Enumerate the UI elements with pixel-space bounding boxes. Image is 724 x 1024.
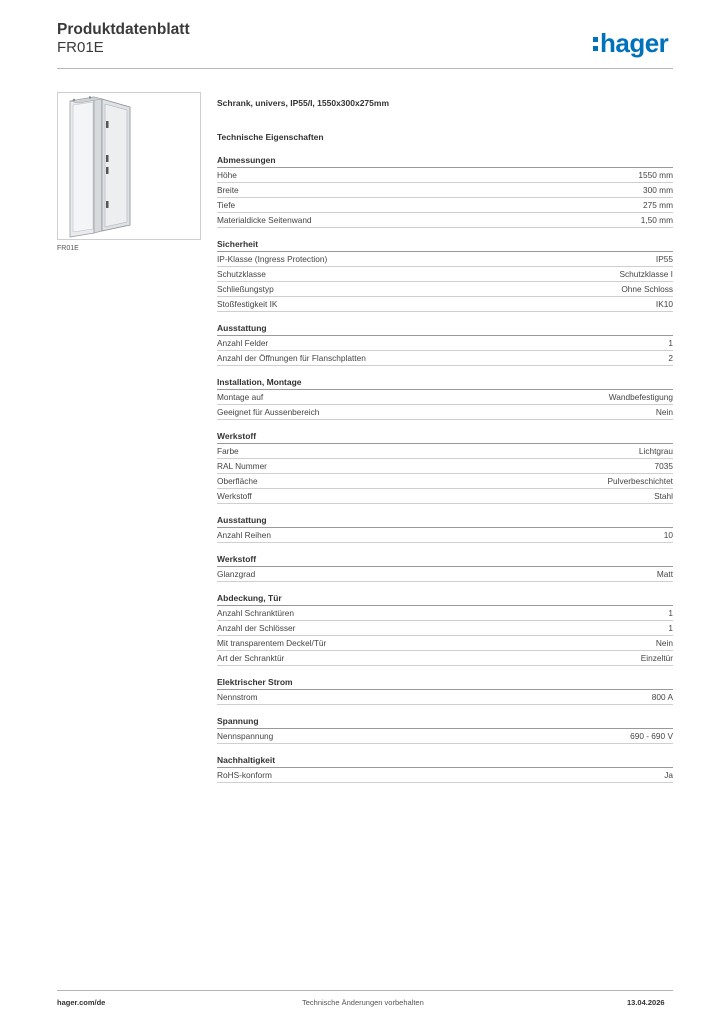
property-row <box>217 198 673 213</box>
property-value: Nein <box>655 638 673 648</box>
property-label: Anzahl Schranktüren <box>217 608 295 618</box>
property-section <box>217 154 673 228</box>
property-section <box>217 238 673 312</box>
property-row <box>217 390 673 405</box>
section-title: Abmessungen <box>217 154 673 168</box>
section-title: Werkstoff <box>217 553 673 567</box>
property-label: Werkstoff <box>217 491 252 501</box>
property-label: Tiefe <box>217 200 236 210</box>
property-row <box>217 351 673 366</box>
property-row <box>217 213 673 228</box>
property-row <box>217 606 673 621</box>
property-row <box>217 690 673 705</box>
property-label: Glanzgrad <box>217 569 256 579</box>
property-label: Art der Schranktür <box>217 653 285 663</box>
property-row <box>217 729 673 744</box>
technical-properties-heading: Technische Eigenschaften <box>217 132 324 142</box>
property-value: 1 <box>668 623 673 633</box>
product-image <box>57 92 201 240</box>
property-label: RoHS-konform <box>217 770 272 780</box>
footer-date: 13.04.2026 <box>627 998 665 1007</box>
property-row <box>217 168 673 183</box>
property-value: Matt <box>656 569 673 579</box>
property-row <box>217 768 673 783</box>
property-row <box>217 459 673 474</box>
property-value: 2 <box>668 353 673 363</box>
property-value: Wandbefestigung <box>608 392 673 402</box>
property-row <box>217 636 673 651</box>
property-label: Nennspannung <box>217 731 274 741</box>
property-value: 1 <box>668 338 673 348</box>
property-value: 800 A <box>651 692 673 702</box>
property-label: Höhe <box>217 170 237 180</box>
property-row <box>217 252 673 267</box>
section-title: Nachhaltigkeit <box>217 754 673 768</box>
datasheet-content <box>217 96 673 783</box>
property-row <box>217 183 673 198</box>
property-value: 10 <box>663 530 673 540</box>
property-row <box>217 651 673 666</box>
property-section <box>217 754 673 783</box>
property-label: Schutzklasse <box>217 269 266 279</box>
property-section <box>217 592 673 666</box>
product-code: FR01E <box>57 39 104 56</box>
property-row <box>217 267 673 282</box>
property-value: 300 mm <box>643 185 673 195</box>
logo-text: hager <box>600 28 669 58</box>
property-label: Oberfläche <box>217 476 258 486</box>
property-section <box>217 376 673 420</box>
property-label: IP-Klasse (Ingress Protection) <box>217 254 328 264</box>
property-row <box>217 405 673 420</box>
property-label: Farbe <box>217 446 239 456</box>
property-value: Einzeltür <box>640 653 673 663</box>
property-value: 690 - 690 V <box>630 731 673 741</box>
property-sections <box>217 154 673 783</box>
section-title: Sicherheit <box>217 238 673 252</box>
footer-notice: Technische Änderungen vorbehalten <box>302 998 424 1007</box>
property-section <box>217 676 673 705</box>
property-label: Breite <box>217 185 239 195</box>
property-label: Schließungstyp <box>217 284 274 294</box>
section-title: Werkstoff <box>217 430 673 444</box>
property-value: Ja <box>664 770 673 780</box>
property-label: Nennstrom <box>217 692 258 702</box>
property-row <box>217 474 673 489</box>
property-row <box>217 489 673 504</box>
section-title: Spannung <box>217 715 673 729</box>
image-caption: FR01E <box>57 245 79 252</box>
hager-logo <box>593 29 668 57</box>
property-value: Schutzklasse I <box>619 269 673 279</box>
property-label: Montage auf <box>217 392 264 402</box>
section-title: Ausstattung <box>217 322 673 336</box>
property-value: 1 <box>668 608 673 618</box>
property-section <box>217 430 673 504</box>
property-section <box>217 553 673 582</box>
property-section <box>217 322 673 366</box>
product-description: Schrank, univers, IP55/I, 1550x300x275mm <box>217 98 390 108</box>
property-label: Anzahl der Schlösser <box>217 623 296 633</box>
page-title: Produktdatenblatt <box>57 21 190 38</box>
property-label: Materialdicke Seitenwand <box>217 215 312 225</box>
property-label: Anzahl Felder <box>217 338 269 348</box>
section-title: Ausstattung <box>217 514 673 528</box>
header-divider <box>57 68 673 69</box>
property-label: Anzahl Reihen <box>217 530 271 540</box>
property-value: 1550 mm <box>638 170 673 180</box>
property-row <box>217 567 673 582</box>
property-value: 7035 <box>654 461 673 471</box>
property-value: Stahl <box>654 491 673 501</box>
property-value: Nein <box>655 407 673 417</box>
property-value: 275 mm <box>643 200 673 210</box>
property-section <box>217 715 673 744</box>
footer-website: hager.com/de <box>57 998 106 1007</box>
property-row <box>217 282 673 297</box>
property-value: IP55 <box>655 254 673 264</box>
property-label: RAL Nummer <box>217 461 267 471</box>
section-title: Installation, Montage <box>217 376 673 390</box>
cabinet-illustration-icon <box>58 93 200 239</box>
property-value: Pulverbeschichtet <box>607 476 673 486</box>
property-label: Stoßfestigkeit IK <box>217 299 278 309</box>
footer-divider <box>57 990 673 991</box>
property-value: IK10 <box>655 299 673 309</box>
section-title: Abdeckung, Tür <box>217 592 673 606</box>
property-row <box>217 444 673 459</box>
property-value: Ohne Schloss <box>621 284 673 294</box>
property-value: Lichtgrau <box>638 446 673 456</box>
logo-dots-icon <box>593 37 598 51</box>
property-row <box>217 297 673 312</box>
property-label: Mit transparentem Deckel/Tür <box>217 638 327 648</box>
property-value: 1,50 mm <box>640 215 673 225</box>
property-label: Geeignet für Aussenbereich <box>217 407 320 417</box>
property-row <box>217 621 673 636</box>
property-section <box>217 514 673 543</box>
property-row <box>217 336 673 351</box>
property-row <box>217 528 673 543</box>
property-label: Anzahl der Öffnungen für Flanschplatten <box>217 353 366 363</box>
section-title: Elektrischer Strom <box>217 676 673 690</box>
